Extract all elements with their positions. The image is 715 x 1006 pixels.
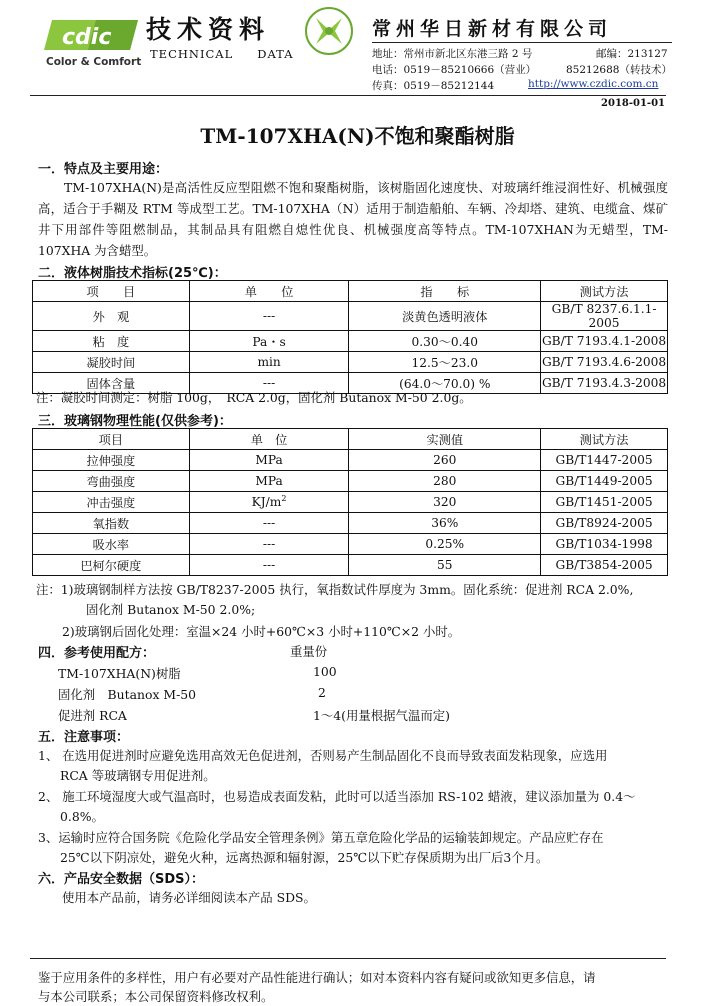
table-row	[33, 471, 668, 492]
section6-heading: 六．产品安全数据（SDS）：	[38, 872, 205, 887]
table-cell: 指 标	[349, 281, 541, 302]
table-cell: min	[189, 352, 349, 373]
phone-tech: 85212688（转技术）	[566, 64, 672, 76]
company-name: 常州华日新材有限公司	[372, 18, 613, 40]
section1-heading: 一．特点及主要用途：	[38, 162, 169, 177]
table-cell: MPa	[189, 450, 349, 471]
doc-date: 2018-01-01	[601, 98, 665, 109]
website-link[interactable]: http://www.czdic.com.cn	[528, 78, 659, 90]
table-cell: GB/T 7193.4.1-2008	[541, 331, 668, 352]
formula-item-name: 促进剂 RCA	[58, 708, 127, 723]
table-cell: ---	[189, 513, 349, 534]
section1-text: TM-107XHA(N)是高活性反应型阻燃不饱和聚酯树脂，该树脂固化速度快、对玻璃纤维浸润性好、机械强度高，适合于手糊及 RTM 等成型工艺。TM-107XHA（N）适用于制造船舶、车辆、冷却塔、建筑、电缆盒、煤矿井下用部件等阻燃制品，其制品具有阻燃自熄性优良、机械强度高等特点。TM-107XHAN为无蜡型，TM-107XHA 为含蜡型。	[38, 180, 668, 258]
table-cell: 粘 度	[33, 331, 190, 352]
section5-heading: 五．注意事项：	[38, 730, 130, 745]
phone-sales: 电话：0519－85210666（营业）	[372, 64, 537, 76]
table-cell: ---	[189, 302, 349, 331]
company-underline	[372, 42, 672, 43]
table-cell: 冲击强度	[33, 492, 190, 513]
footer-rule	[30, 958, 666, 959]
formula-item-value: 2	[318, 685, 326, 700]
table-cell: GB/T1451-2005	[541, 492, 668, 513]
table-cell: 0.25%	[349, 534, 541, 555]
table-cell: 氧指数	[33, 513, 190, 534]
section4-heading: 四．参考使用配方：	[38, 646, 156, 661]
postcode: 邮编：213127	[596, 48, 668, 60]
table-cell: ---	[189, 555, 349, 576]
table-row	[33, 513, 668, 534]
table-cell: GB/T1447-2005	[541, 450, 668, 471]
table-row	[33, 534, 668, 555]
table-cell: 固体含量	[33, 373, 190, 394]
table-cell: GB/T8924-2005	[541, 513, 668, 534]
table-cell: 弯曲强度	[33, 471, 190, 492]
caution-item-2: 2、 施工环境湿度大或气温高时，也易造成表面发粘，此时可以适当添加 RS-102 蜡液，建议添加量为 0.4～	[38, 789, 636, 804]
table-cell: 测试方法	[541, 429, 668, 450]
table-cell: GB/T3854-2005	[541, 555, 668, 576]
address: 地址：常州市新北区东港三路 2 号	[372, 48, 533, 60]
logo-tagline: Color & Comfort	[46, 56, 142, 68]
table-cell: 凝胶时间	[33, 352, 190, 373]
table-cell: 0.30～0.40	[349, 331, 541, 352]
section3-note1-cont: 固化剂 Butanox M-50 2.0%;	[86, 602, 256, 617]
table-cell: 淡黄色透明液体	[349, 302, 541, 331]
section3-note2: 2)玻璃钢后固化处理：室温×24 小时+60℃×3 小时+110℃×2 小时。	[62, 624, 461, 639]
fax: 传真：0519－85212144	[372, 80, 495, 92]
caution-item-1-cont: RCA 等玻璃钢专用促进剂。	[60, 768, 216, 783]
table-row	[33, 492, 668, 513]
table-cell: 外 观	[33, 302, 190, 331]
table-cell: GB/T 8237.6.1.1-2005	[541, 302, 668, 331]
table-cell: 实测值	[349, 429, 541, 450]
table-cell: 260	[349, 450, 541, 471]
section2-note: 注：凝胶时间测定：树脂 100g， RCA 2.0g，固化剂 Butanox M-50 2.0g。	[36, 390, 472, 405]
table-cell: 12.5～23.0	[349, 352, 541, 373]
table-row	[33, 555, 668, 576]
logo-text: cdic	[62, 25, 112, 50]
table-row	[33, 302, 668, 331]
table-row	[33, 450, 668, 471]
caution-item-1: 1、 在选用促进剂时应避免选用高效无色促进剂，否则易产生制品固化不良而导致表面发粘现象，应选用	[38, 748, 608, 763]
doc-type-cn: 技术资料	[146, 15, 271, 44]
table-row	[33, 352, 668, 373]
formula-item-value: 100	[313, 664, 337, 679]
table-cell: 36%	[349, 513, 541, 534]
table-cell: 拉伸强度	[33, 450, 190, 471]
caution-item-3-cont: 25℃以下阴凉处，避免火种，远离热源和辐射源，25℃以下贮存保质期为出厂后3个月。	[60, 850, 549, 865]
table-cell: (64.0～70.0) %	[349, 373, 541, 394]
table-cell: 项目	[33, 429, 190, 450]
table-cell: MPa	[189, 471, 349, 492]
formula-item-name: 固化剂 Butanox M-50	[58, 687, 197, 702]
page-title: TM-107XHA(N)不饱和聚酯树脂	[200, 124, 515, 148]
frp-properties-table	[32, 428, 668, 576]
table-cell: 单 位	[189, 429, 349, 450]
section3-heading: 三．玻璃钢物理性能(仅供参考)：	[38, 414, 232, 429]
table-cell: 55	[349, 555, 541, 576]
header-rule	[30, 95, 666, 96]
table-cell: Pa・s	[189, 331, 349, 352]
table-cell: GB/T1449-2005	[541, 471, 668, 492]
section3-note1: 注：1)玻璃钢制样方法按 GB/T8237-2005 执行，氧指数试件厚度为 3mm。固化系统：促进剂 RCA 2.0%,	[36, 582, 634, 597]
table-cell: 巴柯尔硬度	[33, 555, 190, 576]
table-cell: 吸水率	[33, 534, 190, 555]
table-header-row	[33, 281, 668, 302]
formula-item-name: TM-107XHA(N)树脂	[58, 666, 181, 681]
table-cell: ---	[189, 373, 349, 394]
section2-heading: 二．液体树脂技术指标(25℃)：	[38, 266, 227, 281]
table-row	[33, 331, 668, 352]
table-header-row	[33, 429, 668, 450]
caution-item-3: 3、运输时应符合国务院《危险化学品安全管理条例》第五章危险化学品的运输装卸规定。产品应贮存在	[38, 830, 604, 845]
table-cell: GB/T1034-1998	[541, 534, 668, 555]
table-cell: 320	[349, 492, 541, 513]
table-cell: 单 位	[189, 281, 349, 302]
resin-spec-table	[32, 280, 668, 394]
table-cell: 测试方法	[541, 281, 668, 302]
table-cell: GB/T 7193.4.6-2008	[541, 352, 668, 373]
doc-type-en: TECHNICAL DATA	[150, 47, 294, 61]
formula-col-header: 重量份	[290, 644, 328, 659]
table-cell: GB/T 7193.4.3-2008	[541, 373, 668, 394]
company-emblem-icon	[304, 6, 354, 56]
table-cell: 280	[349, 471, 541, 492]
formula-item-value: 1～4(用量根据气温而定)	[313, 708, 450, 723]
company-logo	[44, 18, 140, 52]
table-cell: ---	[189, 534, 349, 555]
table-cell: 项 目	[33, 281, 190, 302]
table-cell: $KJ/m^2$	[189, 492, 349, 513]
footer-disclaimer: 鉴于应用条件的多样性，用户有必要对产品性能进行确认；如对本资料内容有疑问或欲知更多信息，请 与本公司联系；本公司保留资料修改权利。	[38, 970, 596, 1004]
caution-item-2-cont: 0.8%。	[60, 809, 104, 824]
section6-text: 使用本产品前，请务必详细阅读本产品 SDS。	[62, 890, 316, 905]
